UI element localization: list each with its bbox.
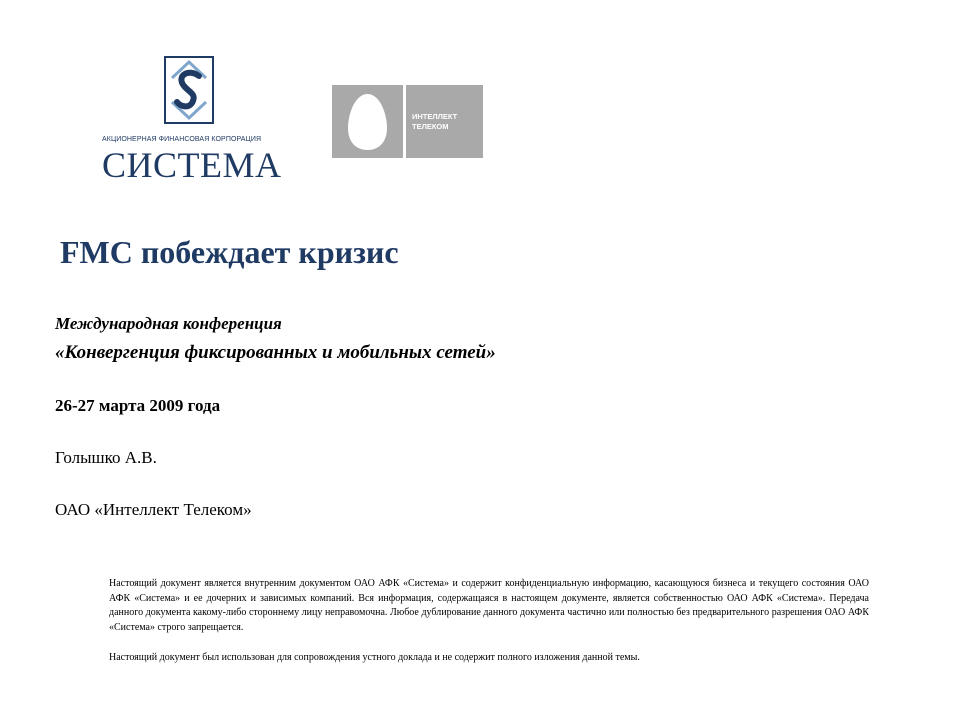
sistema-subtitle: АКЦИОНЕРНАЯ ФИНАНСОВАЯ КОРПОРАЦИЯ (102, 136, 262, 143)
intellect-telecom-line1: ИНТЕЛЛЕКТ (412, 112, 458, 121)
page-title: FMC побеждает кризис (60, 234, 399, 270)
intellect-telecom-text-tile (406, 85, 483, 158)
author-name: Голышко А.В. (55, 448, 157, 467)
egg-icon (346, 92, 389, 152)
intellect-telecom-line2: ТЕЛЕКОМ (412, 122, 449, 131)
disclaimer-paragraph-2: Настоящий документ был использован для сопровождения устного доклада и не содержит полного изложения данной темы. (109, 652, 640, 663)
conference-name: «Конвергенция фиксированных и мобильных сетей» (55, 342, 496, 363)
company-name: ОАО «Интеллект Телеком» (55, 500, 252, 519)
sistema-logo (100, 56, 282, 185)
conference-label: Международная конференция (55, 314, 282, 333)
sistema-emblem-icon (164, 56, 214, 124)
intellect-telecom-logo (332, 85, 483, 158)
egg-tile (332, 85, 403, 158)
event-date: 26-27 марта 2009 года (55, 396, 221, 415)
sistema-name: СИСТЕМА (102, 145, 282, 185)
disclaimer-paragraph-1: Настоящий документ является внутренним документом ОАО АФК «Система» и содержит конфиденциальную информацию, касающуюся бизнеса и текущего состояния ОАО АФК «Система» и ее дочерних и зависимых компаний. Вся информация, содержащаяся в настоящем документе, является собственностью ОАО АФК «Система». Передача данного документа какому-либо стороннему лицу неправомочна. Любое дублирование данного документа частично или полностью без предварительного разрешения ОАО АФК «Система» строго запрещается. (109, 578, 869, 633)
